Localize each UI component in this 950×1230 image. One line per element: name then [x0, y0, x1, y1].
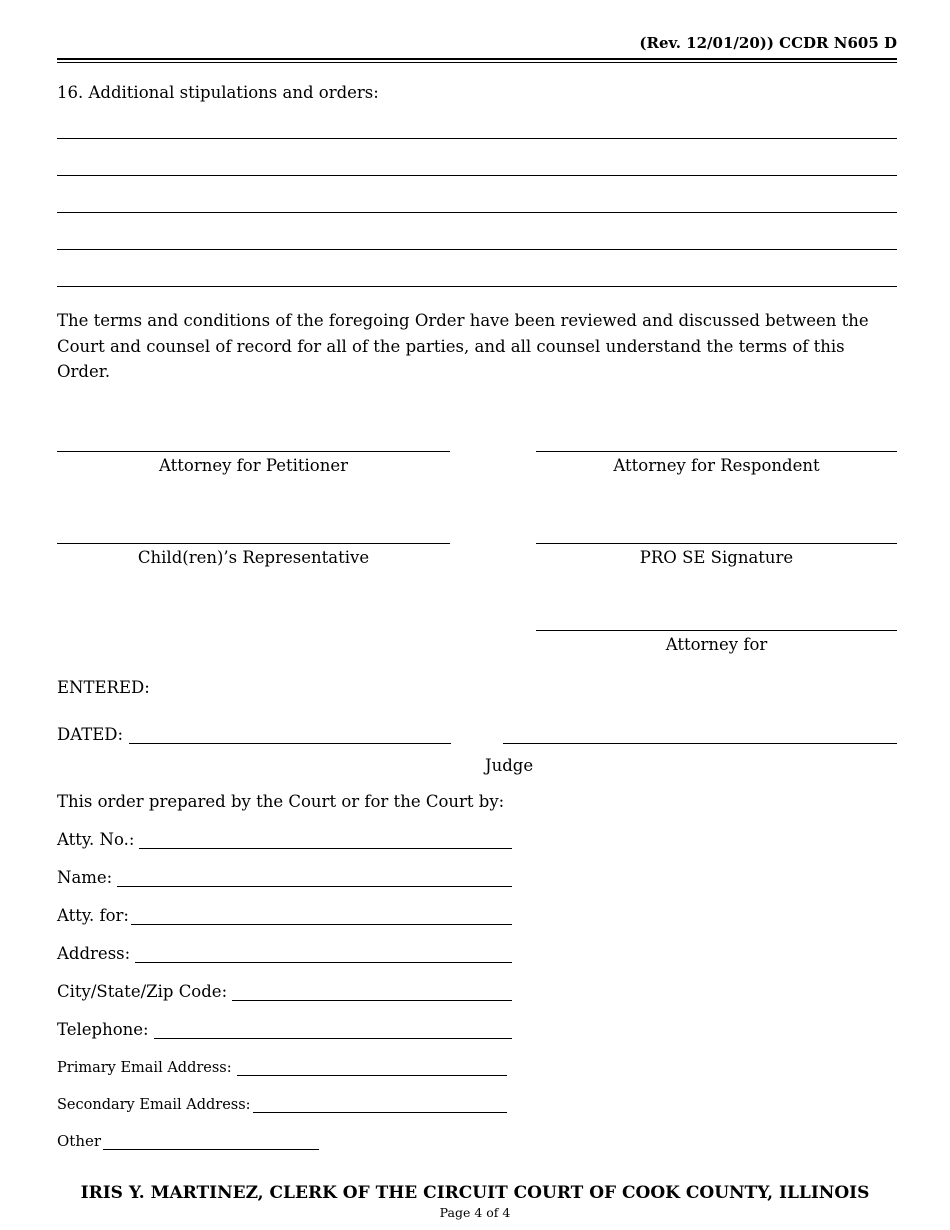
page-number: Page 4 of 4 [439, 1205, 511, 1220]
signature-row-3 [57, 630, 897, 654]
judge-signature-line[interactable] [503, 724, 897, 744]
signature-row-1 [57, 451, 897, 475]
other-input-line[interactable] [103, 1130, 319, 1150]
dated-input-line[interactable] [129, 724, 451, 744]
attorney-respondent-block [536, 451, 897, 475]
stipulations-blank-line-4[interactable] [57, 213, 897, 250]
atty-for-input-line[interactable] [131, 905, 512, 925]
atty-for-label: Atty. for: [57, 905, 129, 925]
address-input-line[interactable] [135, 943, 512, 963]
stipulations-blank-line-2[interactable] [57, 139, 897, 176]
secondary-email-row [57, 1076, 507, 1113]
telephone-input-line[interactable] [154, 1019, 512, 1039]
other-row [57, 1113, 319, 1150]
entered-label: ENTERED: [57, 677, 150, 697]
attorney-respondent-caption: Attorney for Respondent [613, 455, 820, 475]
attorney-for-block [536, 630, 897, 654]
clerk-of-court-text: IRIS Y. MARTINEZ, CLERK OF THE CIRCUIT COURT OF COOK COUNTY, ILLINOIS [80, 1183, 870, 1203]
city-state-zip-input-line[interactable] [232, 981, 512, 1001]
page-footer [0, 1183, 950, 1220]
atty-no-row [57, 811, 512, 849]
other-label: Other [57, 1131, 102, 1150]
attorney-petitioner-block [57, 451, 450, 475]
primary-email-row [57, 1039, 507, 1076]
pro-se-block [536, 543, 897, 567]
stipulations-blank-line-3[interactable] [57, 176, 897, 213]
name-row [57, 849, 512, 887]
signature-row-3-spacer [57, 630, 450, 654]
stipulations-blank-line-5[interactable] [57, 250, 897, 287]
secondary-email-label: Secondary Email Address: [57, 1096, 251, 1113]
attorney-for-caption: Attorney for [665, 634, 768, 654]
secondary-email-input-line[interactable] [253, 1093, 507, 1113]
prepared-by-intro: This order prepared by the Court or for the Court by: [57, 791, 505, 811]
atty-no-input-line[interactable] [139, 829, 512, 849]
terms-paragraph: The terms and conditions of the foregoing Order have been reviewed and discussed between the Court and counsel of record for all of the parties, and all counsel understand the terms of this Order. [57, 311, 869, 382]
atty-no-label: Atty. No.: [57, 829, 135, 849]
city-state-zip-row [57, 963, 512, 1001]
telephone-row [57, 1001, 512, 1039]
dated-label: DATED: [57, 724, 124, 744]
name-label: Name: [57, 867, 113, 887]
address-row [57, 925, 512, 963]
pro-se-caption: PRO SE Signature [639, 547, 794, 567]
atty-for-row [57, 887, 512, 925]
stipulations-blank-line-1[interactable] [57, 102, 897, 139]
judge-caption: Judge [485, 755, 534, 775]
name-input-line[interactable] [117, 867, 512, 887]
primary-email-input-line[interactable] [237, 1056, 507, 1076]
childrens-representative-caption: Child(ren)’s Representative [137, 547, 370, 567]
childrens-representative-block [57, 543, 450, 567]
signature-row-2 [57, 543, 897, 567]
city-state-zip-label: City/State/Zip Code: [57, 981, 228, 1001]
header-rule [57, 58, 897, 63]
section-16-label: 16. Additional stipulations and orders: [57, 83, 379, 102]
address-label: Address: [57, 943, 131, 963]
attorney-petitioner-caption: Attorney for Petitioner [159, 455, 348, 475]
primary-email-label: Primary Email Address: [57, 1059, 232, 1076]
revision-stamp: (Rev. 12/01/20)) CCDR N605 D [639, 34, 897, 52]
telephone-label: Telephone: [57, 1019, 149, 1039]
dated-row [57, 724, 897, 744]
